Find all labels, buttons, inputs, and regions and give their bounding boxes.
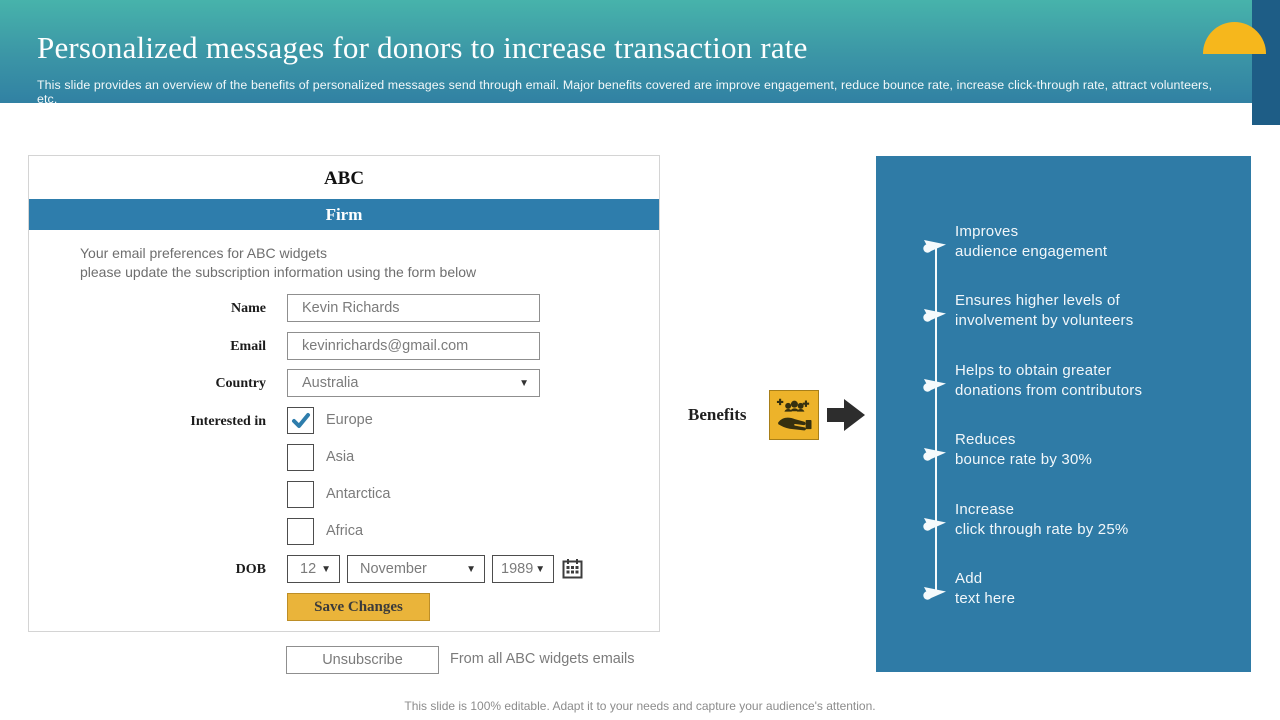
timeline-marker-icon <box>922 582 948 602</box>
benefit-line2: click through rate by 25% <box>955 520 1129 538</box>
chevron-down-icon: ▼ <box>466 563 476 575</box>
slide-header <box>0 0 1280 106</box>
checkbox-antarctica[interactable] <box>287 481 314 508</box>
country-label: Country <box>215 376 266 391</box>
benefit-line1: Helps to obtain greater <box>955 362 1112 379</box>
benefit-line2: audience engagement <box>955 242 1108 260</box>
chevron-down-icon: ▼ <box>535 563 546 575</box>
benefit-line1: Reduces <box>955 431 1016 448</box>
name-value: Kevin Richards <box>302 300 400 316</box>
dob-year-value: 1989 <box>501 561 534 577</box>
benefit-line2: text here <box>955 589 1016 607</box>
benefit-line1: Increase <box>955 501 1015 518</box>
checkbox-africa-label: Africa <box>326 523 364 539</box>
dob-year-select[interactable] <box>492 555 554 583</box>
dob-month-value: November <box>360 561 427 577</box>
chevron-down-icon: ▼ <box>321 563 331 575</box>
email-value: kevinrichards@gmail.com <box>302 338 469 354</box>
dob-day-select[interactable] <box>287 555 340 583</box>
save-changes-button[interactable]: Save Changes <box>287 593 430 621</box>
country-value: Australia <box>302 375 359 391</box>
page-title: Personalized messages for donors to increase transaction rate <box>37 30 808 65</box>
checkbox-europe-label: Europe <box>326 412 373 428</box>
unsubscribe-button[interactable]: Unsubscribe <box>286 646 439 674</box>
chevron-down-icon: ▼ <box>519 377 529 389</box>
benefit-line1: Improves <box>955 223 1019 240</box>
checkbox-africa[interactable] <box>287 518 314 545</box>
checkbox-asia-label: Asia <box>326 449 355 465</box>
form-intro-line2: please update the subscription information using the form below <box>80 264 477 280</box>
timeline-marker-icon <box>922 513 948 533</box>
checkbox-antarctica-label: Antarctica <box>326 486 391 502</box>
benefits-icon-box <box>769 390 819 440</box>
benefits-label: Benefits <box>688 405 747 424</box>
benefit-item-5 <box>876 500 1251 560</box>
name-input[interactable] <box>287 294 540 322</box>
firm-band: Firm <box>29 199 659 230</box>
footer-note: This slide is 100% editable. Adapt it to your needs and capture your audience's attention. <box>404 699 876 713</box>
form-intro-line1: Your email preferences for ABC widgets <box>80 245 327 261</box>
benefit-line2: donations from contributors <box>955 381 1143 399</box>
checkbox-asia[interactable] <box>287 444 314 471</box>
dob-day-value: 12 <box>300 561 317 577</box>
benefit-line1: Ensures higher levels of <box>955 292 1120 309</box>
benefit-line2: involvement by volunteers <box>955 311 1134 329</box>
interested-in-label: Interested in <box>190 414 266 429</box>
timeline-marker-icon <box>922 443 948 463</box>
timeline-marker-icon <box>922 235 948 255</box>
benefit-line1: Add <box>955 570 983 587</box>
benefit-item-4 <box>876 430 1251 490</box>
benefit-item-3 <box>876 361 1251 421</box>
country-select[interactable] <box>287 369 540 397</box>
benefit-item-2 <box>876 291 1251 351</box>
form-intro <box>80 244 476 282</box>
benefit-line2: bounce rate by 30% <box>955 450 1093 468</box>
checkbox-europe[interactable] <box>287 407 314 434</box>
email-preferences-form-card <box>28 155 660 632</box>
dob-label: DOB <box>235 562 266 577</box>
timeline-marker-icon <box>922 304 948 324</box>
page-subtitle: This slide provides an overview of the benefits of personalized messages send through email. Major benefits covered are improve engagement, reduce bounce rate, increase click-through rate, attract volunteers, etc. <box>37 78 1213 106</box>
benefits-panel <box>876 156 1251 672</box>
company-name: ABC <box>323 168 365 189</box>
calendar-icon[interactable] <box>562 558 583 579</box>
email-input[interactable] <box>287 332 540 360</box>
benefit-item-6 <box>876 569 1251 629</box>
timeline-marker-icon <box>922 374 948 394</box>
name-label: Name <box>231 301 266 316</box>
arrow-right-icon <box>827 399 867 431</box>
donation-hand-icon <box>774 395 814 435</box>
unsubscribe-note: From all ABC widgets emails <box>450 651 635 667</box>
check-icon <box>291 411 311 431</box>
benefit-item-1 <box>876 222 1251 282</box>
dob-month-select[interactable] <box>347 555 485 583</box>
email-label: Email <box>230 339 266 354</box>
corner-accent-strip <box>1252 0 1280 125</box>
